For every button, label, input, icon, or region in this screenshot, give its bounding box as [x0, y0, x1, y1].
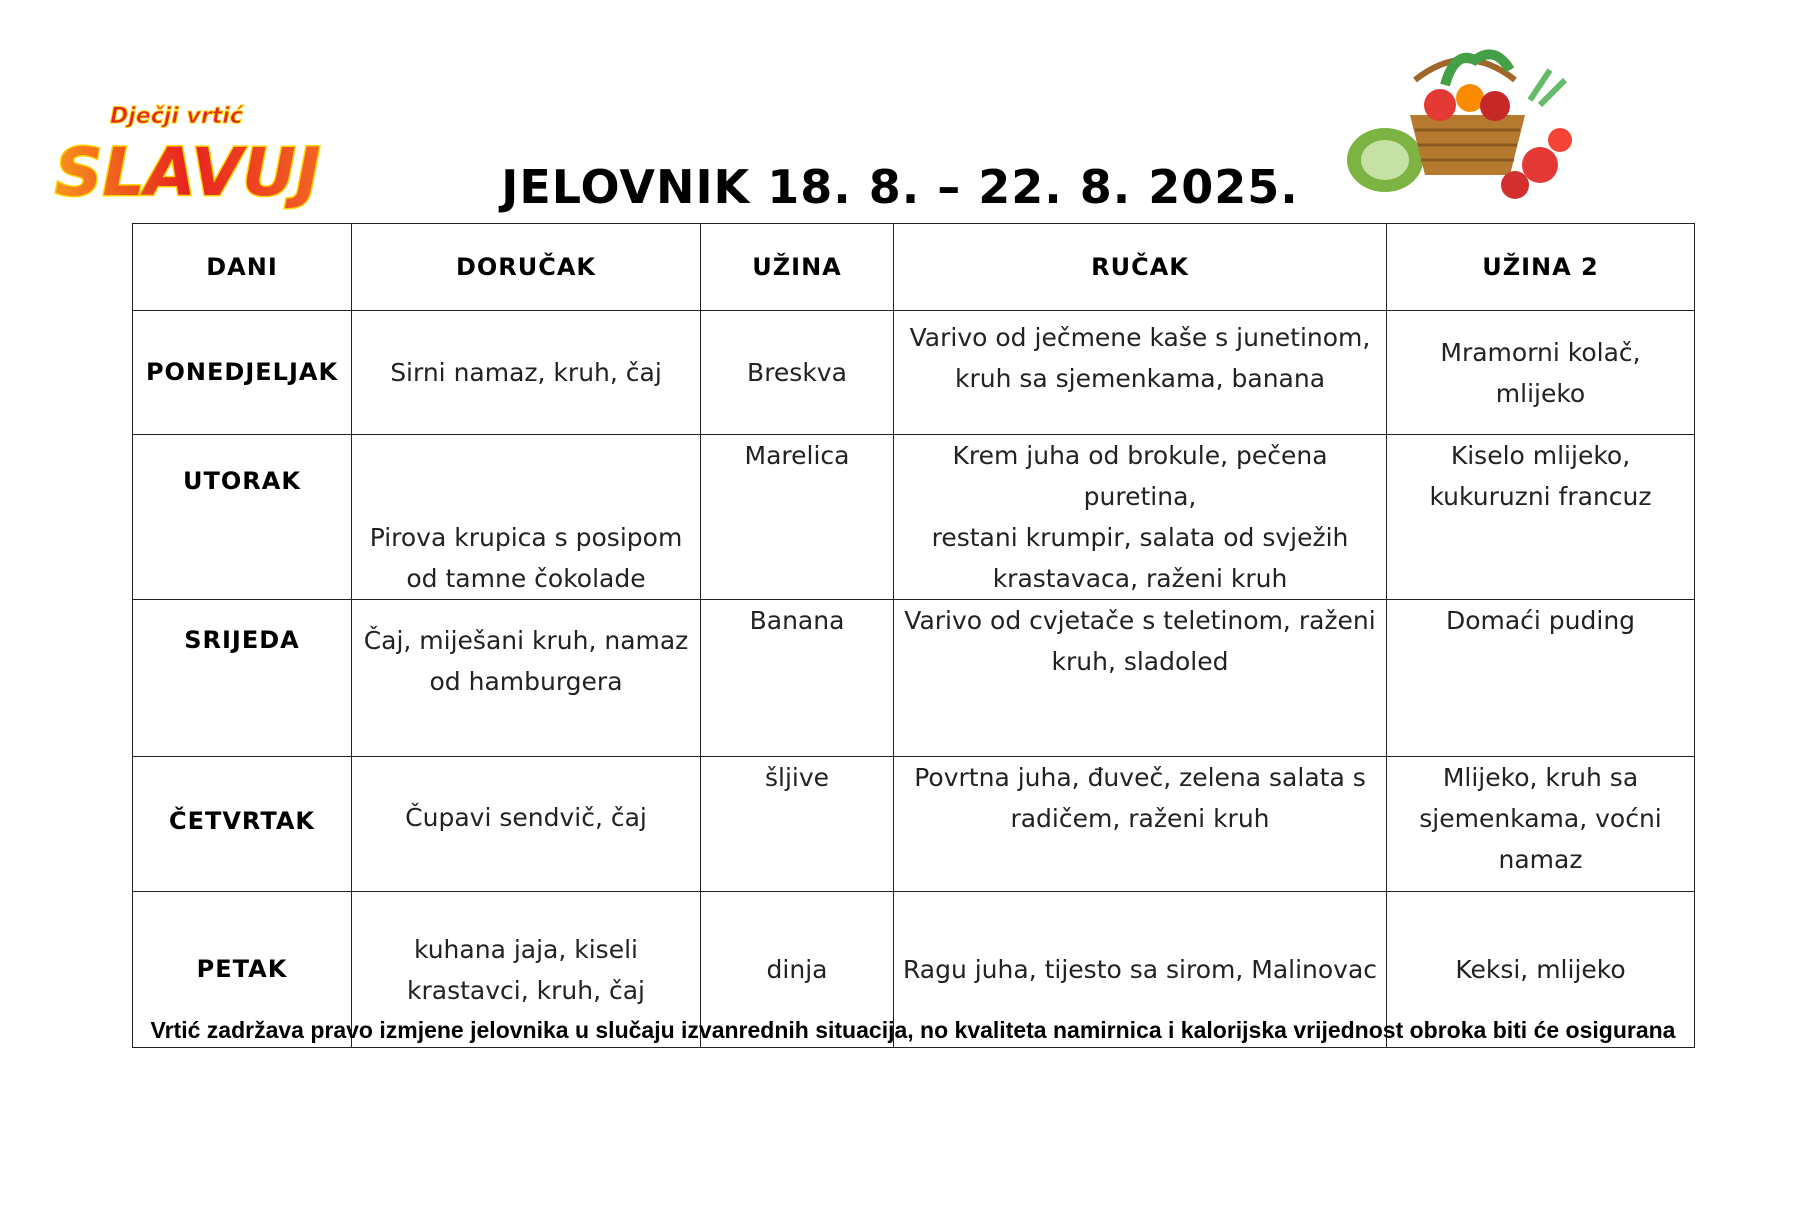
cell-line: Ragu juha, tijesto sa sirom, Malinovac	[902, 955, 1378, 984]
table-row	[133, 600, 1695, 757]
cell-line: Mlijeko, kruh sa	[1442, 763, 1639, 792]
snack-cell: Marelica	[701, 435, 894, 600]
column-header-breakfast: DORUČAK	[352, 224, 701, 311]
menu-table	[132, 223, 1695, 1048]
snack-cell: Breskva	[701, 311, 894, 435]
cell-line: Krem juha od brokule, pečena puretina,	[952, 441, 1328, 511]
cell-line: krastavaca, raženi kruh	[992, 564, 1288, 593]
table-row	[133, 757, 1695, 892]
column-header-snack: UŽINA	[701, 224, 894, 311]
cell-line: od tamne čokolade	[406, 564, 646, 593]
cell-line: Mramorni kolač,	[1440, 337, 1641, 367]
table-header-row	[133, 224, 1695, 311]
column-header-snack-2: UŽINA 2	[1387, 224, 1695, 311]
lunch-cell	[894, 757, 1387, 892]
table-row	[133, 435, 1695, 600]
column-header-days: DANI	[133, 224, 352, 311]
cell-line: Sirni namaz, kruh, čaj	[390, 358, 662, 387]
cell-line: Varivo od cvjetače s teletinom, raženi	[904, 606, 1376, 635]
breakfast-cell	[352, 600, 701, 757]
disclaimer-note: Vrtić zadržava pravo izmjene jelovnika u slučaju izvanrednih situacija, no kvaliteta namirnica i kalorijska vrijednost obroka biti će osigurana	[150, 1017, 1676, 1043]
snack-2-cell	[1387, 757, 1695, 892]
snack-2-cell	[1387, 435, 1695, 600]
cell-line: Pirova krupica s posipom	[369, 523, 683, 552]
cell-line: Kiselo mlijeko,	[1450, 441, 1631, 470]
svg-text:Dječji vrtić: Dječji vrtić	[110, 104, 243, 129]
cell-line: Čaj, miješani kruh, namaz	[363, 626, 689, 655]
cell-line: Varivo od ječmene kaše s junetinom,	[909, 323, 1371, 352]
lunch-cell	[894, 311, 1387, 435]
snack-cell: šljive	[701, 757, 894, 892]
lunch-cell	[894, 435, 1387, 600]
breakfast-cell	[352, 435, 701, 600]
day-cell: ČETVRTAK	[133, 757, 352, 892]
cell-line: radičem, raženi kruh	[1010, 804, 1270, 833]
table-row	[133, 311, 1695, 435]
snack-2-cell	[1387, 311, 1695, 435]
breakfast-cell	[352, 757, 701, 892]
day-cell: PONEDJELJAK	[133, 311, 352, 435]
cell-line: Povrtna juha, đuveč, zelena salata s	[914, 763, 1366, 792]
svg-text:SLAVUJ: SLAVUJ	[55, 134, 321, 211]
cell-line: Domaći puding	[1445, 606, 1636, 635]
day-cell: PETAK	[133, 892, 352, 1048]
page-title: JELOVNIK 18. 8. – 22. 8. 2025.	[501, 160, 1299, 214]
snack-cell: Banana	[701, 600, 894, 757]
cell-line: namaz	[1498, 845, 1583, 874]
column-header-lunch: RUČAK	[894, 224, 1387, 311]
snack-2-cell	[1387, 600, 1695, 757]
cell-line: kruh sa sjemenkama, banana	[954, 364, 1326, 393]
cell-line: od hamburgera	[429, 667, 623, 696]
cell-line: krastavci, kruh, čaj	[407, 975, 645, 1005]
cell-line: Čupavi sendvič, čaj	[405, 803, 647, 832]
breakfast-cell	[352, 311, 701, 435]
cell-line: restani krumpir, salata od svježih	[931, 523, 1349, 552]
day-cell: SRIJEDA	[133, 600, 352, 757]
cell-line: mlijeko	[1495, 378, 1586, 408]
snack-cell: dinja	[701, 892, 894, 1048]
day-cell: UTORAK	[133, 435, 352, 600]
cell-line: sjemenkama, voćni	[1419, 804, 1662, 833]
cell-line: kuhana jaja, kiseli	[414, 934, 638, 964]
cell-line: kruh, sladoled	[1051, 647, 1229, 676]
lunch-cell	[894, 600, 1387, 757]
cell-line: kukuruzni francuz	[1429, 482, 1652, 511]
cell-line: Keksi, mlijeko	[1455, 955, 1626, 984]
